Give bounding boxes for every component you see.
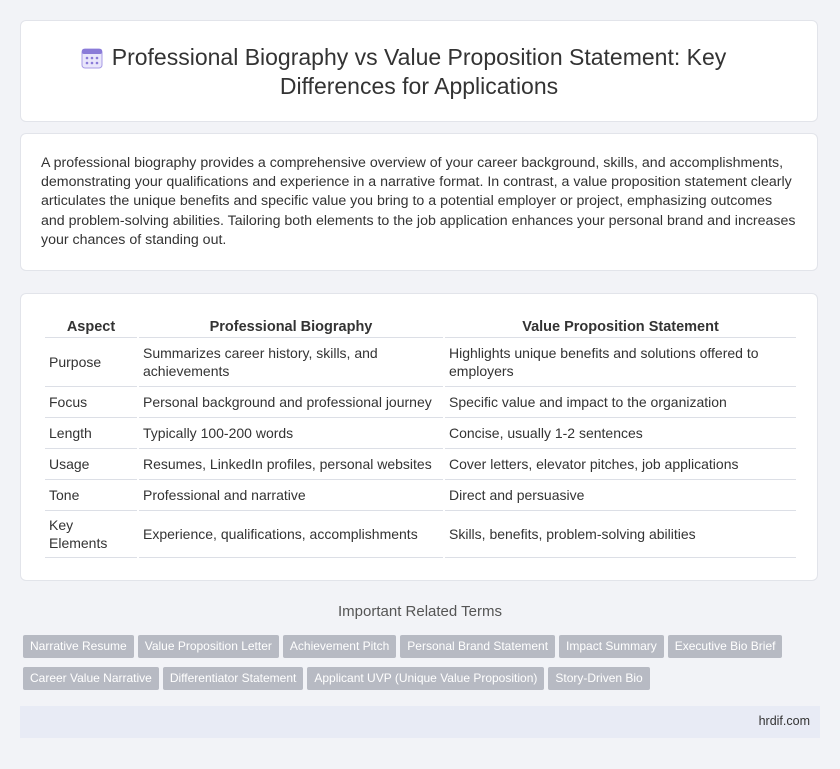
table-row [45,480,796,511]
table-row [45,338,796,387]
related-tag[interactable]: Impact Summary [559,635,664,658]
related-tag[interactable]: Personal Brand Statement [400,635,555,658]
related-tag[interactable]: Applicant UVP (Unique Value Proposition) [307,667,544,690]
row-value-proposition: Highlights unique benefits and solutions offered to employers [445,338,796,387]
row-aspect: Key Elements [45,511,137,558]
intro-card [20,133,818,271]
row-aspect: Length [45,418,137,449]
footer [20,706,820,738]
related-terms-title: Important Related Terms [338,603,502,620]
related-tag[interactable]: Executive Bio Brief [668,635,783,658]
related-tag[interactable]: Achievement Pitch [283,635,396,658]
row-value-proposition: Specific value and impact to the organization [445,387,796,418]
header-card [20,20,818,122]
row-aspect: Tone [45,480,137,511]
related-tag[interactable]: Narrative Resume [23,635,134,658]
footer-site-link[interactable]: hrdif.com [758,714,810,728]
table-row [45,418,796,449]
row-biography: Resumes, LinkedIn profiles, personal websites [139,449,443,480]
related-tag[interactable]: Differentiator Statement [163,667,304,690]
row-value-proposition: Cover letters, elevator pitches, job applications [445,449,796,480]
row-biography: Summarizes career history, skills, and achievements [139,338,443,387]
row-biography: Professional and narrative [139,480,443,511]
row-biography: Typically 100-200 words [139,418,443,449]
table-row [45,449,796,480]
row-aspect: Focus [45,387,137,418]
related-tag[interactable]: Career Value Narrative [23,667,159,690]
page-title: Professional Biography vs Value Proposition Statement: Key Differences for Applications [111,44,727,99]
related-terms-tags [23,635,823,699]
row-aspect: Purpose [45,338,137,387]
table-row [45,387,796,418]
comparison-table [43,316,798,558]
row-value-proposition: Direct and persuasive [445,480,796,511]
related-tag[interactable]: Story-Driven Bio [548,667,649,690]
header-professional-biography: Professional Biography [139,316,443,338]
header-aspect: Aspect [45,316,137,338]
table-row [45,511,796,558]
row-value-proposition: Concise, usually 1-2 sentences [445,418,796,449]
intro-paragraph: A professional biography provides a comprehensive overview of your career background, skills, and accomplishments, demonstrating your qualifications and experience in a narrative format. In contrast, a value proposition statement clearly articulates the unique benefits and specific value you bring to a potential employer or project, emphasizing outcomes and problem-solving abilities. Tailoring both elements to the job application enhances your personal brand and increases your chances of standing out. [41,155,796,248]
comparison-card [20,293,818,581]
row-biography: Experience, qualifications, accomplishments [139,511,443,558]
related-tag[interactable]: Value Proposition Letter [138,635,279,658]
row-aspect: Usage [45,449,137,480]
table-header-row [45,316,796,338]
row-value-proposition: Skills, benefits, problem-solving abilities [445,511,796,558]
header-value-proposition: Value Proposition Statement [445,316,796,338]
row-biography: Personal background and professional journey [139,387,443,418]
